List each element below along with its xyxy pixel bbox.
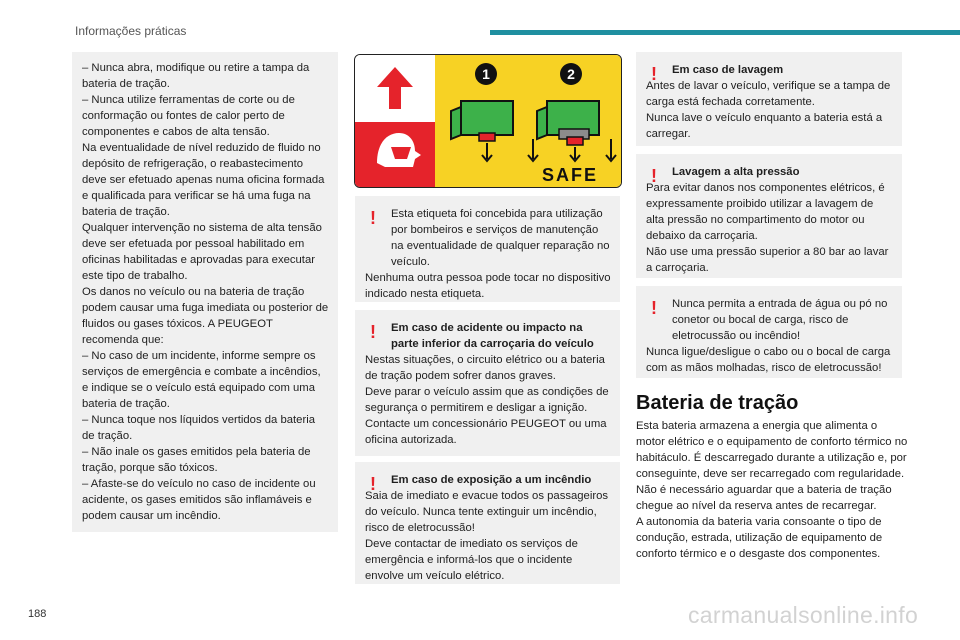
exclamation-icon: ! bbox=[651, 166, 657, 186]
watermark: carmanualsonline.info bbox=[688, 602, 919, 628]
label-illustration bbox=[355, 55, 622, 188]
paragraph: – Afaste-se do veículo no caso de incidente ou acidente, os gases emitidos são inflamáveis e podem causar um incêndio. bbox=[82, 478, 316, 522]
paragraph: – Nunca abra, modifique ou retire a tampa da bateria de tração. bbox=[82, 62, 310, 90]
note-title: Lavagem a alta pressão bbox=[672, 166, 800, 178]
battery-description bbox=[636, 418, 908, 562]
page-number: 188 bbox=[28, 608, 47, 620]
note-washing bbox=[636, 52, 902, 146]
note-title: Em caso de exposição a um incêndio bbox=[391, 474, 592, 486]
hv-warning-panel bbox=[72, 52, 338, 532]
section-title: Bateria de tração bbox=[636, 392, 799, 414]
paragraph: – Não inale os gases emitidos pela bateria de tração, porque são tóxicos. bbox=[82, 446, 311, 474]
safe-label: SAFE bbox=[541, 165, 599, 185]
paragraph: Qualquer intervenção no sistema de alta tensão deve ser efetuada por pessoal habilitado em oficinas habilitadas e aprovadas para executar este tipo de trabalho. bbox=[82, 222, 322, 282]
exclamation-icon: ! bbox=[370, 208, 376, 228]
paragraph: A autonomia da bateria varia consoante o tipo de condução, estrada, utilização de equipamento de conforto térmico e o desgaste dos componentes. bbox=[636, 516, 883, 560]
note-water-dust bbox=[636, 286, 902, 378]
note-fire bbox=[355, 462, 620, 584]
paragraph: – No caso de um incidente, informe sempre os serviços de emergência e combate a incêndios, e indique se o veículo está equipado com uma bateria de tração. bbox=[82, 350, 321, 410]
firefighter-label-image bbox=[354, 54, 622, 188]
note-title: Em caso de lavagem bbox=[672, 64, 784, 76]
header-accent-bar bbox=[490, 30, 960, 35]
note-text: Nunca permita a entrada de água ou pó no conetor ou bocal de carga, risco de eletrocussão ou incêndio! bbox=[672, 298, 888, 342]
step-badge-2: 2 bbox=[567, 66, 575, 82]
paragraph: – Nunca toque nos líquidos vertidos da bateria de tração. bbox=[82, 414, 315, 442]
note-text: Contacte um concessionário PEUGEOT ou uma oficina autorizada. bbox=[365, 418, 607, 446]
note-text: Nunca ligue/desligue o cabo ou o bocal de carga com as mãos molhadas, risco de eletrocussão! bbox=[646, 346, 891, 374]
exclamation-icon: ! bbox=[370, 474, 376, 494]
paragraph: Os danos no veículo ou na bateria de tração podem causar uma fuga imediata ou posterior de fluidos ou gases tóxicos. A PEUGEOT recomenda que: bbox=[82, 286, 329, 346]
exclamation-icon: ! bbox=[370, 322, 376, 342]
exclamation-icon: ! bbox=[651, 298, 657, 318]
note-accident bbox=[355, 310, 620, 456]
note-text: Para evitar danos nos componentes elétricos, é expressamente proibido utilizar a lavagem de alta pressão no compartimento do motor ou debaixo da carroçaria. bbox=[646, 182, 885, 242]
note-high-pressure bbox=[636, 154, 902, 278]
paragraph: Na eventualidade de nível reduzido de fluido no depósito de refrigeração, o reabastecimento deve ser efetuado apenas numa oficina formada e qualificada para verificar se há uma fuga na bateria de tração. bbox=[82, 142, 325, 218]
exclamation-icon: ! bbox=[651, 64, 657, 84]
running-header: Informações práticas bbox=[75, 24, 187, 38]
note-text: Deve contactar de imediato os serviços de emergência e informá-los que o incidente envolve um veículo elétrico. bbox=[365, 538, 578, 582]
paragraph: Esta bateria armazena a energia que alimenta o motor elétrico e o equipamento de conforto térmico no habitáculo. É descarregado durante a utilização e, por conseguinte, deve ser recarregado com regularidade. Não é necessário aguardar que a bateria de tração chegue ao nível da reserva antes de recarregar. bbox=[636, 420, 908, 512]
step-badge-1: 1 bbox=[482, 66, 490, 82]
note-text: Esta etiqueta foi concebida para utilização por bombeiros e serviços de manutenção na eventualidade de qualquer reparação no veículo. bbox=[391, 208, 610, 268]
note-text: Saia de imediato e evacue todos os passageiros do veículo. Nunca tente extinguir um incêndio, risco de eletrocussão! bbox=[365, 490, 609, 534]
note-text: Não use uma pressão superior a 80 bar ao lavar a carroçaria. bbox=[646, 246, 889, 274]
paragraph: – Nunca utilize ferramentas de corte ou de conformação ou fontes de calor perto de componentes e cabos de alta tensão. bbox=[82, 94, 295, 138]
note-text: Nenhuma outra pessoa pode tocar no dispositivo indicado nesta etiqueta. bbox=[365, 272, 611, 300]
note-title: Em caso de acidente ou impacto na parte inferior da carroçaria do veículo bbox=[391, 322, 594, 350]
note-text: Nestas situações, o circuito elétrico ou a bateria de tração podem sofrer danos graves. bbox=[365, 354, 605, 382]
note-text: Antes de lavar o veículo, verifique se a tampa de carga está fechada corretamente. bbox=[646, 80, 891, 108]
note-text: Deve parar o veículo assim que as condições de segurança o permitirem e desligar a ignição. bbox=[365, 386, 609, 414]
note-label-usage bbox=[355, 196, 620, 302]
note-text: Nunca lave o veículo enquanto a bateria está a carregar. bbox=[646, 112, 883, 140]
